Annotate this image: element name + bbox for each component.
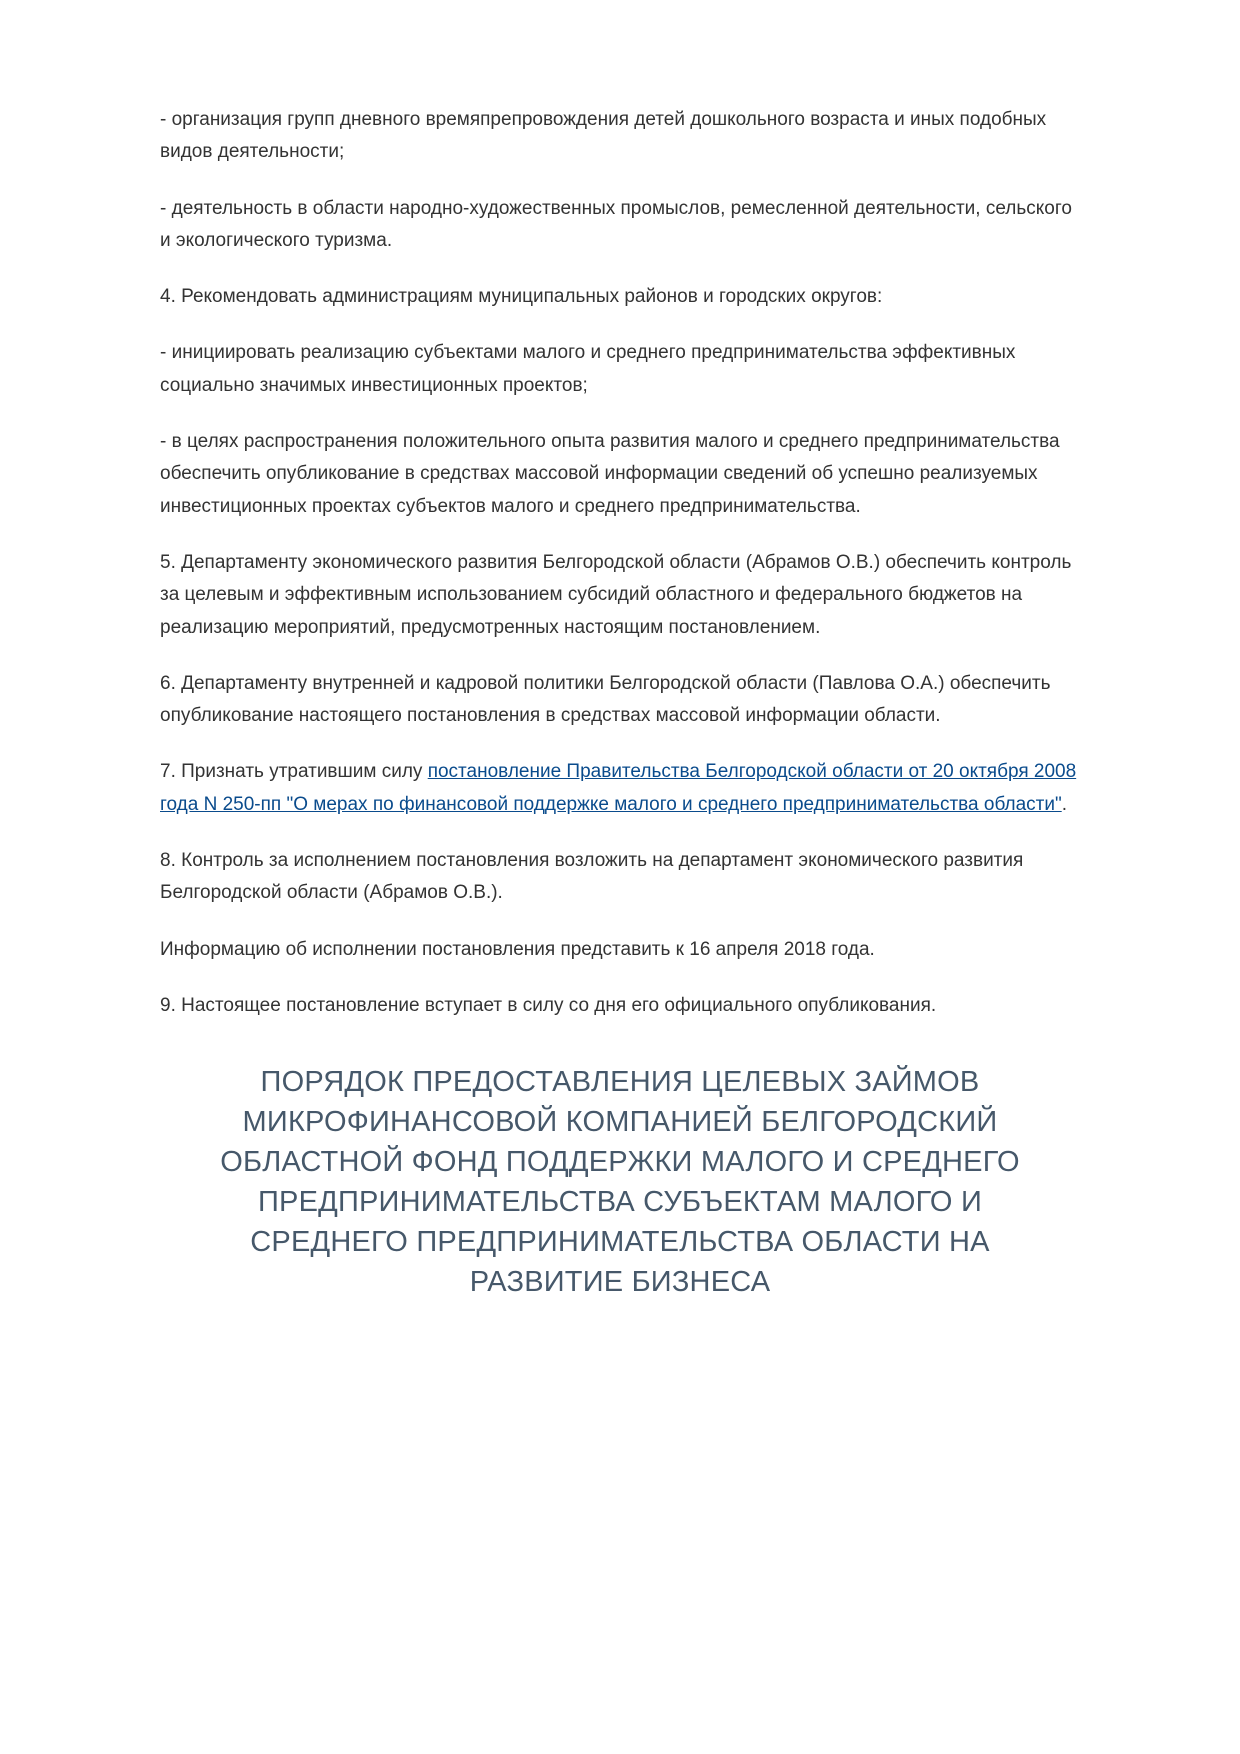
paragraph: 4. Рекомендовать администрациям муниципальных районов и городских округов:: [160, 286, 883, 308]
paragraph: - деятельность в области народно-художественных промыслов, ремесленной деятельности, сельского и экологического туризма.: [160, 197, 1072, 251]
section-heading: ПОРЯДОК ПРЕДОСТАВЛЕНИЯ ЦЕЛЕВЫХ ЗАЙМОВ МИКРОФИНАНСОВОЙ КОМПАНИЕЙ БЕЛГОРОДСКИЙ ОБЛАСТНОЙ ФОНД ПОДДЕРЖКИ МАЛОГО И СРЕДНЕГО ПРЕДПРИНИМАТЕЛЬСТВА СУБЪЕКТАМ МАЛОГО И СРЕДНЕГО ПРЕДПРИНИМАТЕЛЬСТВА ОБЛАСТИ НА РАЗВИТИЕ БИЗНЕСА: [220, 1066, 1020, 1299]
paragraph-text: 7. Признать утратившим силу: [160, 761, 428, 783]
paragraph: - в целях распространения положительного опыта развития малого и среднего предпринимательства обеспечить опубликование в средствах массовой информации сведений об успешно реализуемых инвестиционных проектах субъектов малого и среднего предпринимательства.: [160, 431, 1060, 517]
paragraph: 6. Департаменту внутренней и кадровой политики Белгородской области (Павлова О.А.) обеспечить опубликование настоящего постановления в средствах массовой информации области.: [160, 672, 1051, 727]
paragraph: 5. Департаменту экономического развития Белгородской области (Абрамов О.В.) обеспечить контроль за целевым и эффективным использованием субсидий областного и федерального бюджетов на реализацию мероприятий, предусмотренных настоящим постановлением.: [160, 551, 1072, 638]
legal-reference-link[interactable]: постановление Правительства Белгородской области от 20 октября 2008 года N 250-пп "О мерах по финансовой поддержке малого и среднего предпринимательства области": [160, 761, 1077, 815]
paragraph: Информацию об исполнении постановления представить к 16 апреля 2018 года.: [160, 938, 875, 960]
paragraph: 8. Контроль за исполнением постановления возложить на департамент экономического развития Белгородской области (Абрамов О.В.).: [160, 850, 1024, 904]
paragraph: - инициировать реализацию субъектами малого и среднего предпринимательства эффективных социально значимых инвестиционных проектов;: [160, 342, 1016, 396]
paragraph: 9. Настоящее постановление вступает в силу со дня его официального опубликования.: [160, 994, 937, 1016]
paragraph: - организация групп дневного времяпрепровождения детей дошкольного возраста и иных подобных видов деятельности;: [160, 109, 1047, 163]
paragraph-text: .: [1061, 793, 1067, 815]
paragraph: [160, 756, 1080, 821]
